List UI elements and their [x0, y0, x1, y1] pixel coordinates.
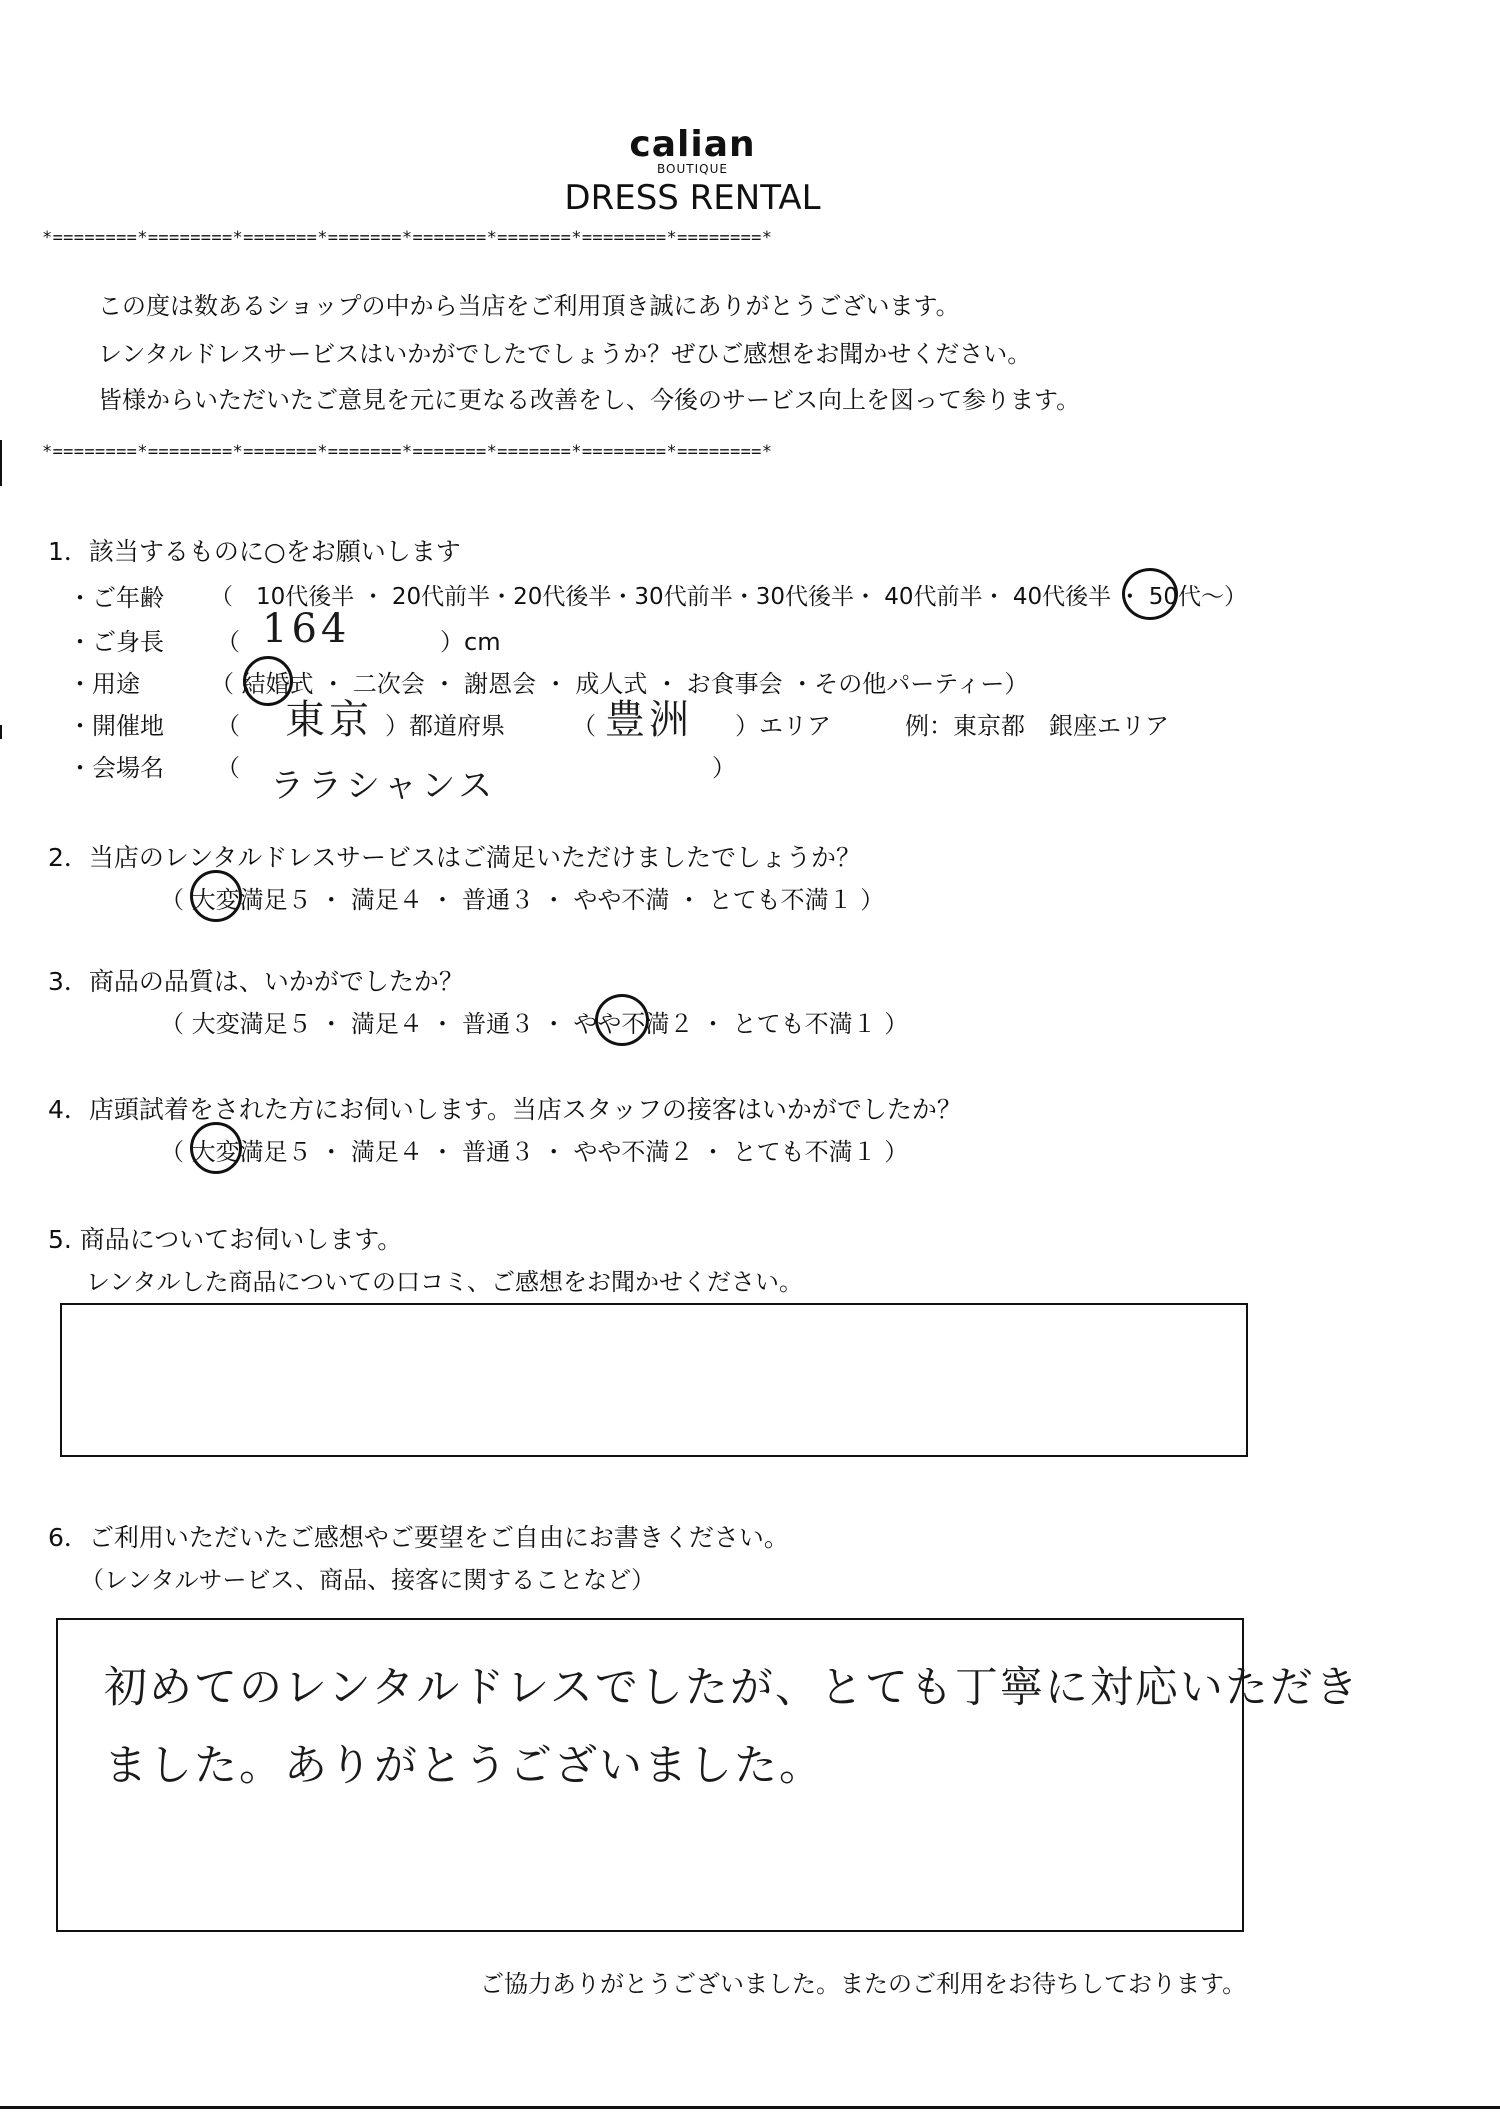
margin-mark: [0, 440, 2, 486]
prefecture-value[interactable]: 東京: [285, 697, 373, 743]
height-value[interactable]: 164: [262, 606, 351, 652]
q3-options[interactable]: （ 大変満足５ ・ 満足４ ・ 普通３ ・ やや不満２ ・ とても不満１ ）: [160, 1010, 909, 1038]
intro-line-3: 皆様からいただいたご意見を元に更なる改善をし、今後のサービス向上を図って参ります。: [98, 386, 1081, 414]
height-open: （: [216, 628, 240, 656]
height-unit: ）cm: [440, 628, 501, 656]
separator-top: *========*========*=======*=======*=======*=======*========*========*: [42, 228, 773, 248]
purpose-label: ・用途: [68, 670, 140, 698]
place-open: （: [216, 712, 240, 740]
venue-close: ）: [712, 754, 736, 782]
q4-heading: 4．店頭試着をされた方にお伺いします。当店スタッフの接客はいかがでしたか？: [48, 1095, 962, 1124]
footer-thanks: ご協力ありがとうございました。またのご利用をお待ちしております。: [480, 1970, 1247, 1998]
prefecture-suffix: ）都道府県: [385, 712, 505, 740]
age-label: ・ご年齢: [68, 584, 164, 612]
selection-circle: [1122, 568, 1178, 620]
place-example: 例：東京都 銀座エリア: [905, 712, 1169, 740]
area-value[interactable]: 豊洲: [605, 697, 693, 743]
q5-heading: 5. 商品についてお伺いします。: [48, 1225, 403, 1254]
q6-subheading: （レンタルサービス、商品、接客に関することなど）: [80, 1566, 656, 1594]
q6-answer-line-2: ました。ありがとうございました。: [104, 1741, 824, 1791]
place-label: ・開催地: [68, 712, 164, 740]
brand-sub: BOUTIQUE: [657, 162, 728, 176]
area-suffix: ）エリア: [735, 712, 831, 740]
selection-circle: [190, 870, 242, 922]
q5-subheading: レンタルした商品についての口コミ、ご感想をお聞かせください。: [86, 1268, 803, 1296]
q4-options[interactable]: （ 大変満足５ ・ 満足４ ・ 普通３ ・ やや不満２ ・ とても不満１ ）: [160, 1138, 909, 1166]
q5-answer-box[interactable]: [60, 1303, 1248, 1457]
page-title: DRESS RENTAL: [564, 178, 821, 218]
bottom-rule: [0, 2106, 1500, 2109]
q1-heading: 1．該当するものに○をお願いします: [48, 537, 461, 566]
venue-open: （: [216, 754, 240, 782]
margin-mark: [0, 725, 2, 739]
q6-heading: 6．ご利用いただいたご感想やご要望をご自由にお書きください。: [48, 1523, 789, 1552]
age-options[interactable]: （ 10代後半 ・ 20代前半・20代後半・30代前半・30代後半・ 40代前半・ 40代後半 ・ 50代～）: [210, 584, 1247, 610]
area-open: （: [572, 712, 596, 740]
brand-logo: calian: [629, 124, 756, 165]
q2-options[interactable]: （ 大変満足５ ・ 満足４ ・ 普通３ ・ やや不満 ・ とても不満１ ）: [160, 886, 885, 914]
q2-heading: 2．当店のレンタルドレスサービスはご満足いただけましたでしょうか？: [48, 843, 862, 872]
q6-answer-line-1: 初めてのレンタルドレスでしたが、とても丁寧に対応いただき: [104, 1663, 1360, 1713]
venue-label: ・会場名: [68, 754, 164, 782]
venue-value[interactable]: ララシャンス: [270, 766, 497, 806]
separator-bottom: *========*========*=======*=======*=======*=======*========*========*: [42, 442, 773, 462]
purpose-options[interactable]: （ 結婚式 ・ 二次会 ・ 謝恩会 ・ 成人式 ・ お食事会 ・その他パーティー）: [210, 670, 1029, 698]
selection-circle: [595, 994, 649, 1046]
intro-line-2: レンタルドレスサービスはいかがでしたでしょうか？ぜひご感想をお聞かせください。: [98, 340, 1032, 368]
selection-circle: [190, 1122, 242, 1174]
q3-heading: 3．商品の品質は、いかがでしたか？: [48, 967, 464, 996]
intro-line-1: この度は数あるショップの中から当店をご利用頂き誠にありがとうございます。: [98, 292, 960, 320]
height-label: ・ご身長: [68, 628, 164, 656]
